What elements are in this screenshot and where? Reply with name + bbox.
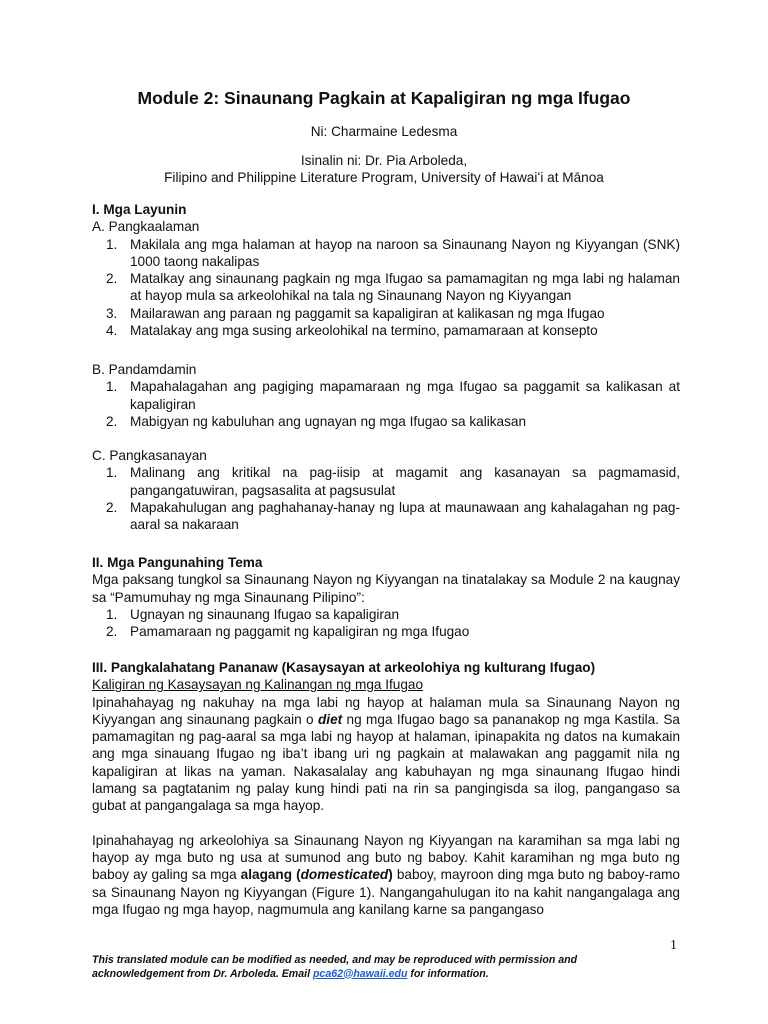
- list-item: 2. Matalkay ang sinaunang pagkain ng mga Ifugao sa pamamagitan ng mga labi ng halaman at hayop mula sa arkeolohikal na tala ng Sinaunang Nayon ng Kiyyangan: [106, 271, 680, 304]
- subsection-heading: B. Pandamdamin: [92, 362, 197, 377]
- overview-paragraph-2: Ipinahahayag ng arkeolohiya sa Sinaunang Nayon ng Kiyyangan na karamihan sa mga labi ng hayop ay mga buto ng usa at sumunod ang buto ng baboy. Kahit karamihan ng mga buto ng baboy ay galing sa mga alagang (domesticated) baboy, mayroon ding mga buto ng baboy-ramo sa Sinaunang Nayon ng Kiyyangan (Figure 1). Nangangahulugan ito na kahit nangangalaga ang mga Ifugao ng mga hayop, nagmumula ang kanilang karne sa pangangaso: [92, 832, 680, 917]
- section-objectives-b: [92, 361, 680, 430]
- objectives-list-a: [92, 236, 680, 340]
- list-item: 2. Mapakahulugan ang paghahanay-hanay ng lupa at maunawaan ang kahalagahan ng pag-aaral sa nakaraan: [106, 499, 680, 533]
- subsection-heading: A. Pangkaalaman: [92, 219, 200, 235]
- section-heading: I. Mga Layunin: [92, 202, 187, 217]
- section-heading: II. Mga Pangunahing Tema: [92, 555, 263, 570]
- overview-paragraph-1: Ipinahahayag ng nakuhay na mga labi ng hayop at halaman mula sa Sinaunang Nayon ng Kiyyangan ang sinaunang pagkain o diet ng mga Ifugao bago sa pananakop ng mga Kastila. Sa pamamagitan ng pag-aaral sa mga labi ng hayop at halaman, ipinapakita ng datos na kumakain ang mga sinauang Ifugao ng iba’t ibang uri ng pagkain at malawakan ang paggamit nila ng kapaligiran at likas na yaman. Nakasalalay ang kabuhayan ng mga sinaunang Ifugao hindi lamang sa pagtatanim ng palay kung hindi pati na rin sa pangingisda sa ilog, pangangaso sa gubat at pangangalaga sa mga hayop.: [92, 694, 680, 814]
- page-number: 1: [670, 938, 677, 953]
- section-heading: III. Pangkalahatang Pananaw (Kasaysayan at arkeolohiya ng kulturang Ifugao): [92, 660, 596, 675]
- page-title: Module 2: Sinaunang Pagkain at Kapaligiran ng mga Ifugao: [137, 88, 631, 108]
- list-item: 3. Mailarawan ang paraan ng paggamit sa kapaligiran at kalikasan ng mga Ifugao: [106, 305, 605, 321]
- translator-line: Isinalin ni: Dr. Pia Arboleda,: [300, 153, 468, 168]
- list-item: 1. Makilala ang mga halaman at hayop na naroon sa Sinaunang Nayon ng Kiyyangan (SNK) 1000 taong nakalipas: [106, 236, 680, 269]
- list-item: 1. Mapahalagahan ang pagiging mapamaraan ng mga Ifugao sa paggamit sa kalikasan at kapaligiran: [106, 379, 680, 412]
- subsection-heading: C. Pangkasanayan: [92, 448, 207, 463]
- footer-note: This translated module can be modified as needed, and may be reproduced with permission and acknowledgement from Dr. Arboleda. Email pca62@hawaii.edu for information.: [92, 954, 578, 980]
- section-overview: [92, 659, 680, 918]
- section-themes: [92, 554, 680, 640]
- list-item: 2. Mabigyan ng kabuluhan ang ugnayan ng mga Ifugao sa kalikasan: [106, 413, 527, 429]
- email-link[interactable]: pca62@hawaii.edu: [312, 967, 408, 980]
- objectives-list-c: [92, 464, 680, 533]
- objectives-list-b: [92, 378, 680, 430]
- affiliation-line: Filipino and Philippine Literature Program, University of Hawaiʻi at Mānoa: [164, 170, 604, 185]
- section-objectives-c: [92, 447, 680, 533]
- section-objectives: [92, 201, 680, 339]
- themes-intro: Mga paksang tungkol sa Sinaunang Nayon ng Kiyyangan na tinatalakay sa Module 2 na kaugnay sa “Pamumuhay ng mga Sinaunang Pilipino”:: [92, 572, 680, 605]
- themes-list: [92, 606, 680, 641]
- author-line: Ni: Charmaine Ledesma: [310, 124, 458, 139]
- list-item: 1. Ugnayan ng sinaunang Ifugao sa kapaligiran: [106, 606, 400, 622]
- subsection-heading: Kaligiran ng Kasaysayan ng Kalinangan ng mga Ifugao: [92, 677, 424, 693]
- list-item: 2. Pamamaraan ng paggamit ng kapaligiran ng mga Ifugao: [106, 624, 470, 640]
- list-item: 4. Matalakay ang mga susing arkeolohikal na termino, pamamaraan at konsepto: [106, 323, 598, 339]
- list-item: 1. Malinang ang kritikal na pag-iisip at magamit ang kasanayan sa pagmamasid, pangangatuwiran, pagsasalita at pagsusulat: [106, 465, 680, 498]
